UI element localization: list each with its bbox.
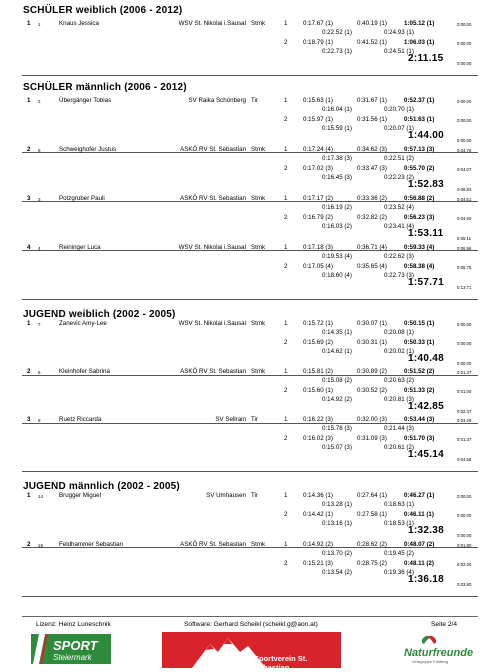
athlete-state: Tir: [251, 416, 258, 423]
run-number: 2: [284, 387, 288, 394]
sport-steiermark-logo: [31, 632, 111, 666]
sector-time-1: 0:15.08 (2): [322, 377, 352, 384]
sector-time-2: 0:20.70 (1): [384, 106, 414, 113]
split-time-1: 0:15.72 (1): [303, 320, 333, 327]
sector-time-2: 0:22.73 (3): [384, 272, 414, 279]
sector-time-2: 0:23.52 (4): [384, 204, 414, 211]
total-time: 1:42.85: [408, 401, 445, 412]
athlete-bib: 6: [38, 370, 41, 375]
sector-time-1: 0:13.28 (1): [322, 501, 352, 508]
athlete-name: Potzgruber Pauli: [59, 195, 105, 202]
run-gap: 0:01.37: [457, 370, 472, 375]
split-time-2: 0:31.56 (1): [357, 116, 387, 123]
run-number: 1: [284, 97, 288, 104]
split-time-1: 0:17.67 (1): [303, 20, 333, 27]
sector-time-2: 0:18.63 (1): [384, 501, 414, 508]
athlete-name: Feldhammer Sebastian: [59, 541, 123, 548]
split-time-1: 0:16.02 (3): [303, 435, 333, 442]
athlete-bib: 3: [38, 197, 41, 202]
run-number: 1: [284, 541, 288, 548]
run-number: 2: [284, 165, 288, 172]
athlete-divider: [22, 299, 478, 300]
athlete-bib: 2: [38, 99, 41, 104]
run-gap: 0:00.00: [457, 99, 472, 104]
run-time: 0:55.70 (2): [404, 165, 435, 172]
split-time-1: 0:17.18 (3): [303, 244, 333, 251]
sector-time-2: 0:22.51 (2): [384, 155, 414, 162]
sector-time-2: 0:22.23 (2): [384, 174, 414, 181]
logo-sport-sub: Steiermark: [53, 653, 92, 662]
run-gap: 0:01.00: [457, 389, 472, 394]
split-time-2: 0:27.58 (1): [357, 511, 387, 518]
run-gap: 0:06.96: [457, 246, 472, 251]
athlete-club: ASKÖ RV St. Sebastian: [180, 368, 246, 375]
run-number: 2: [284, 511, 288, 518]
run-number: 2: [284, 560, 288, 567]
category-title: JUGEND weiblich (2002 - 2005): [23, 309, 176, 320]
athlete-name: Knaus Jessica: [59, 20, 99, 27]
athlete-club: SV Sellrain: [215, 416, 246, 423]
run-number: 2: [284, 339, 288, 346]
total-gap: 0:00.00: [457, 138, 472, 143]
sector-time-2: 0:20.63 (2): [384, 377, 414, 384]
run-number: 1: [284, 368, 288, 375]
run-time: 0:57.13 (3): [404, 146, 435, 153]
run-time: 1:05.12 (1): [404, 20, 435, 27]
license-text: Lizenz: Heinz Luneschnik: [36, 621, 111, 628]
split-time-2: 0:31.67 (1): [357, 97, 387, 104]
run-gap: 0:03.29: [457, 418, 472, 423]
sector-time-2: 0:24.51 (1): [384, 48, 414, 55]
athlete-state: Stmk: [251, 368, 266, 375]
athlete-club: WSV St. Nikolai i.Sausal: [178, 244, 246, 251]
run-number: 1: [284, 195, 288, 202]
run-number: 2: [284, 214, 288, 221]
run-number: 2: [284, 435, 288, 442]
total-time: 1:57.71: [408, 277, 445, 288]
athlete-rank: 1: [27, 20, 31, 27]
athlete-divider: [22, 596, 478, 597]
sector-time-2: 0:19.36 (4): [384, 569, 414, 576]
split-time-2: 0:30.52 (2): [357, 387, 387, 394]
athlete-rank: 1: [27, 492, 31, 499]
sector-time-2: 0:20.08 (1): [384, 329, 414, 336]
run-number: 1: [284, 244, 288, 251]
split-time-2: 0:30.07 (1): [357, 320, 387, 327]
total-gap: 0:00.00: [457, 61, 472, 66]
split-time-2: 0:33.47 (3): [357, 165, 387, 172]
run-time: 0:53.44 (3): [404, 416, 435, 423]
athlete-state: Stmk: [251, 320, 266, 327]
sector-time-2: 0:22.62 (3): [384, 253, 414, 260]
athlete-name: Ruetz Riccarda: [59, 416, 102, 423]
split-time-2: 0:34.62 (3): [357, 146, 387, 153]
run-time: 0:52.37 (1): [404, 97, 435, 104]
software-text: Software: Gerhard Scheikl (scheikl.g@aon.at): [184, 621, 318, 628]
athlete-name: Reininger Luca: [59, 244, 101, 251]
athlete-name: Übergänger Tobias: [59, 97, 112, 104]
run-gap: 0:01.80: [457, 543, 472, 548]
sector-time-2: 0:21.44 (3): [384, 425, 414, 432]
total-gap: 0:03.80: [457, 582, 472, 587]
athlete-club: WSV St. Nikolai i.Sausal: [178, 320, 246, 327]
total-time: 1:45.14: [408, 449, 445, 460]
run-gap: 0:06.75: [457, 265, 472, 270]
split-time-1: 0:16.22 (3): [303, 416, 333, 423]
footer-divider: [22, 616, 478, 617]
sector-time-2: 0:20.61 (2): [384, 444, 414, 451]
split-time-2: 0:30.31 (1): [357, 339, 387, 346]
run-gap: 0:00.00: [457, 41, 472, 46]
run-gap: 0:00.00: [457, 322, 472, 327]
athlete-rank: 3: [27, 195, 31, 202]
athlete-rank: 1: [27, 320, 31, 327]
split-time-1: 0:15.69 (2): [303, 339, 333, 346]
split-time-1: 0:15.21 (3): [303, 560, 333, 567]
athlete-name: Kleinhofer Sabrina: [59, 368, 110, 375]
total-time: 1:32.38: [408, 525, 445, 536]
sector-time-1: 0:14.62 (1): [322, 348, 352, 355]
total-time: 2:11.15: [408, 53, 444, 64]
sector-time-2: 0:24.93 (1): [384, 29, 414, 36]
run-gap: 0:01.37: [457, 437, 472, 442]
total-gap: 0:09.11: [457, 236, 472, 241]
page-number: Seite 2/4: [431, 621, 458, 628]
sector-time-1: 0:13.16 (1): [322, 520, 352, 527]
athlete-bib: 1: [38, 22, 41, 27]
run-time: 0:56.88 (2): [404, 195, 435, 202]
run-gap: 0:04.60: [457, 216, 472, 221]
split-time-1: 0:17.02 (3): [303, 165, 333, 172]
athlete-state: Stmk: [251, 146, 266, 153]
sport-logo-graphic: [31, 632, 111, 666]
total-gap: 0:08.83: [457, 187, 472, 192]
run-gap: 0:00.00: [457, 341, 472, 346]
sector-time-1: 0:13.70 (2): [322, 550, 352, 557]
category-title: JUGEND männlich (2002 - 2005): [23, 481, 180, 492]
athlete-result: [0, 195, 500, 251]
athlete-bib: 7: [38, 322, 41, 327]
split-time-2: 0:36.71 (4): [357, 244, 387, 251]
athlete-name: Zanevic Amy-Lee: [59, 320, 107, 327]
run-number: 2: [284, 116, 288, 123]
athlete-rank: 2: [27, 541, 31, 548]
sector-time-2: 0:18.53 (1): [384, 520, 414, 527]
athlete-divider: [22, 471, 478, 472]
run-time: 0:51.70 (3): [404, 435, 435, 442]
sector-time-1: 0:15.59 (1): [322, 125, 352, 132]
run-number: 1: [284, 416, 288, 423]
run-time: 0:50.33 (1): [404, 339, 435, 346]
split-time-1: 0:17.05 (4): [303, 263, 333, 270]
total-time: 1:44.00: [408, 130, 445, 141]
split-time-1: 0:17.24 (4): [303, 146, 333, 153]
athlete-rank: 1: [27, 97, 31, 104]
athlete-club: SV Umhausen: [206, 492, 246, 499]
split-time-2: 0:40.19 (1): [357, 20, 387, 27]
run-gap: 0:00.00: [457, 494, 472, 499]
sector-time-1: 0:22.52 (1): [322, 29, 352, 36]
athlete-rank: 4: [27, 244, 31, 251]
athlete-divider: [22, 75, 478, 76]
run-number: 1: [284, 146, 288, 153]
naturfreunde-graphic: [402, 632, 474, 666]
run-time: 0:58.38 (4): [404, 263, 435, 270]
sector-time-2: 0:19.45 (2): [384, 550, 414, 557]
athlete-club: WSV St. Nikolai i.Sausal: [178, 20, 246, 27]
naturfreunde-sub: Ortsgruppe Freiberg: [412, 659, 449, 664]
run-number: 2: [284, 263, 288, 270]
split-time-1: 0:16.79 (2): [303, 214, 333, 221]
run-time: 0:48.07 (2): [404, 541, 435, 548]
sector-time-2: 0:20.02 (1): [384, 348, 414, 355]
split-time-1: 0:18.79 (1): [303, 39, 333, 46]
run-number: 1: [284, 492, 288, 499]
split-time-2: 0:41.52 (1): [357, 39, 387, 46]
logo-sport-word: SPORT: [53, 638, 98, 653]
run-time: 0:51.33 (2): [404, 387, 435, 394]
total-time: 1:53.11: [408, 228, 444, 239]
run-gap: 0:00.00: [457, 513, 472, 518]
split-time-2: 0:32.00 (3): [357, 416, 387, 423]
run-gap: 0:02.00: [457, 562, 472, 567]
split-time-2: 0:31.09 (3): [357, 435, 387, 442]
split-time-1: 0:14.92 (2): [303, 541, 333, 548]
run-time: 0:59.33 (4): [404, 244, 435, 251]
athlete-bib: 5: [38, 148, 41, 153]
sector-time-1: 0:16.45 (3): [322, 174, 352, 181]
sector-time-1: 0:14.92 (2): [322, 396, 352, 403]
sportverein-name: Sportverein St. Sebastian: [254, 654, 308, 672]
split-time-2: 0:35.65 (4): [357, 263, 387, 270]
total-time: 1:40.48: [408, 353, 445, 364]
athlete-bib: 15: [38, 543, 44, 548]
split-time-2: 0:30.89 (2): [357, 368, 387, 375]
run-time: 1:06.03 (1): [404, 39, 435, 46]
run-time: 0:46.11 (1): [404, 511, 434, 518]
athlete-club: ASKÖ RV St. Sebastian: [180, 541, 246, 548]
split-time-2: 0:32.82 (2): [357, 214, 387, 221]
athlete-name: Brugger Miguel: [59, 492, 101, 499]
run-time: 0:46.27 (1): [404, 492, 435, 499]
split-time-1: 0:17.17 (2): [303, 195, 333, 202]
sector-time-2: 0:23.41 (4): [384, 223, 414, 230]
split-time-2: 0:28.62 (2): [357, 541, 387, 548]
sector-time-1: 0:14.35 (1): [322, 329, 352, 336]
run-number: 1: [284, 320, 288, 327]
athlete-result: [0, 416, 500, 472]
run-time: 0:50.15 (1): [404, 320, 435, 327]
split-time-2: 0:27.64 (1): [357, 492, 387, 499]
split-time-1: 0:15.97 (1): [303, 116, 333, 123]
athlete-rank: 2: [27, 368, 31, 375]
total-gap: 0:00.00: [457, 361, 472, 366]
sector-time-1: 0:17.38 (3): [322, 155, 352, 162]
split-time-1: 0:14.36 (1): [303, 492, 333, 499]
split-time-1: 0:15.63 (1): [303, 97, 333, 104]
athlete-result: [0, 492, 500, 548]
run-time: 0:51.63 (1): [404, 116, 435, 123]
athlete-club: ASKÖ RV St. Sebastian: [180, 146, 246, 153]
athlete-name: Schweighofer Justus: [59, 146, 117, 153]
naturfreunde-word: Naturfreunde: [404, 647, 474, 659]
run-time: 0:48.11 (2): [404, 560, 434, 567]
run-gap: 0:04.07: [457, 167, 472, 172]
run-gap: 0:00.00: [457, 22, 472, 27]
naturfreunde-logo: [402, 632, 474, 666]
athlete-state: Tir: [251, 492, 258, 499]
sportverein-logo: [162, 632, 341, 672]
sector-time-1: 0:16.04 (1): [322, 106, 352, 113]
split-time-1: 0:15.60 (1): [303, 387, 333, 394]
run-gap: 0:00.00: [457, 118, 472, 123]
athlete-club: SV Raika Schönberg: [188, 97, 246, 104]
athlete-bib: 8: [38, 418, 41, 423]
athlete-state: Stmk: [251, 541, 266, 548]
split-time-2: 0:33.36 (2): [357, 195, 387, 202]
athlete-state: Tir: [251, 97, 258, 104]
run-number: 2: [284, 39, 288, 46]
split-time-2: 0:28.75 (2): [357, 560, 387, 567]
split-time-1: 0:15.81 (2): [303, 368, 333, 375]
split-time-1: 0:14.42 (1): [303, 511, 333, 518]
athlete-bib: 14: [38, 494, 44, 499]
run-number: 1: [284, 20, 288, 27]
athlete-result: [0, 97, 500, 153]
sector-time-1: 0:16.19 (2): [322, 204, 352, 211]
sector-time-2: 0:20.81 (3): [384, 396, 414, 403]
category-title: SCHÜLER weiblich (2006 - 2012): [23, 5, 183, 16]
total-gap: 0:13.71: [457, 285, 472, 290]
athlete-result: [0, 244, 500, 300]
sector-time-1: 0:15.78 (3): [322, 425, 352, 432]
athlete-state: Stmk: [251, 20, 266, 27]
athlete-state: Stmk: [251, 244, 266, 251]
athlete-state: Stmk: [251, 195, 266, 202]
sector-time-1: 0:15.07 (3): [322, 444, 352, 451]
sector-time-1: 0:19.53 (4): [322, 253, 352, 260]
total-gap: 0:04.66: [457, 457, 472, 462]
run-gap: 0:04.76: [457, 148, 472, 153]
total-gap: 0:02.37: [457, 409, 472, 414]
sector-time-1: 0:22.73 (1): [322, 48, 352, 55]
athlete-rank: 3: [27, 416, 31, 423]
athlete-result: [0, 20, 500, 76]
sector-time-1: 0:13.54 (2): [322, 569, 352, 576]
run-time: 0:56.23 (3): [404, 214, 435, 221]
athlete-result: [0, 541, 500, 597]
athlete-bib: 4: [38, 246, 41, 251]
sector-time-1: 0:18.60 (4): [322, 272, 352, 279]
run-gap: 0:04.51: [457, 197, 472, 202]
athlete-rank: 2: [27, 146, 31, 153]
athlete-club: ASKÖ RV St. Sebastian: [180, 195, 246, 202]
sector-time-2: 0:20.07 (1): [384, 125, 414, 132]
total-time: 1:52.83: [408, 179, 445, 190]
total-gap: 0:00.00: [457, 533, 472, 538]
run-time: 0:51.52 (2): [404, 368, 435, 375]
category-title: SCHÜLER männlich (2006 - 2012): [23, 82, 187, 93]
total-time: 1:36.18: [408, 574, 445, 585]
athlete-result: [0, 146, 500, 202]
sector-time-1: 0:16.03 (2): [322, 223, 352, 230]
